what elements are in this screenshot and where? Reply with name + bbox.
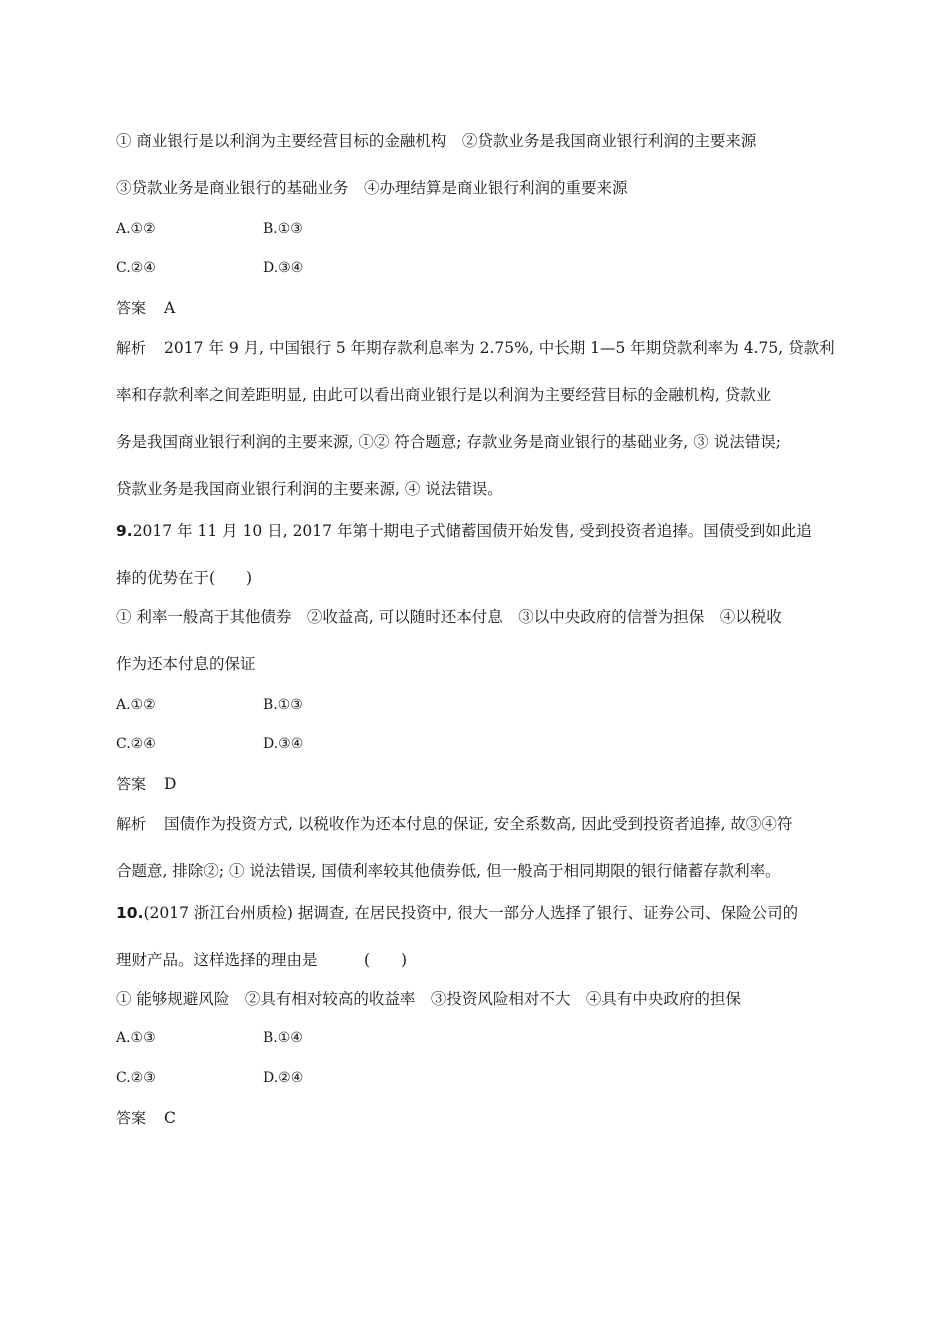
q8-analysis-line-3: 务是我国商业银行利润的主要来源, ①② 符合题意; 存款业务是商业银行的基础业务, ③ 说法错误; [116, 433, 781, 451]
q8-answer [116, 298, 836, 318]
q9-option-c: C.②④ [116, 736, 156, 752]
q8-analysis-line-2: 率和存款利率之间差距明显, 由此可以看出商业银行是以利润为主要经营目标的金融机构, 贷款业 [116, 386, 772, 404]
question-number: 10. [116, 904, 144, 922]
analysis-label: 解析 [116, 815, 147, 833]
q9-stem-line-1 [116, 521, 836, 541]
answer-value: C [164, 1109, 176, 1127]
q8-option-a: A.①② [116, 221, 156, 237]
q9-stem-line-2: 捧的优势在于( ) [116, 569, 253, 587]
q10-statements-line-1: ① 能够规避风险 ②具有相对较高的收益率 ③投资风险相对不大 ④具有中央政府的担保 [116, 990, 741, 1008]
q10-option-c: C.②③ [116, 1070, 156, 1086]
q9-option-d: D.③④ [263, 736, 304, 752]
analysis-text: 2017 年 9 月, 中国银行 5 年期存款利息率为 2.75%, 中长期 1—5 年期贷款利率为 4.75, 贷款利 [164, 339, 835, 357]
answer-label: 答案 [116, 1109, 147, 1127]
q9-statements-line-2: 作为还本付息的保证 [116, 655, 256, 673]
q10-stem-line-2: 理财产品。这样选择的理由是 ( ) [116, 951, 408, 969]
q8-option-d: D.③④ [263, 260, 304, 276]
answer-value: D [164, 775, 177, 793]
q10-option-b: B.①④ [263, 1030, 303, 1046]
q10-stem-text: (2017 浙江台州质检) 据调查, 在居民投资中, 很大一部分人选择了银行、证券公司、保险公司的 [143, 904, 799, 922]
q10-answer [116, 1108, 836, 1128]
analysis-label: 解析 [116, 339, 147, 357]
answer-label: 答案 [116, 775, 147, 793]
q9-option-b: B.①③ [263, 697, 303, 713]
q10-stem-line-1 [116, 903, 836, 923]
q9-option-a: A.①② [116, 697, 156, 713]
analysis-text: 国债作为投资方式, 以税收作为还本付息的保证, 安全系数高, 因此受到投资者追捧, 故③④符 [164, 815, 793, 833]
q9-analysis-line-1 [116, 814, 836, 834]
question-number: 9. [116, 522, 133, 540]
q9-answer [116, 774, 836, 794]
q8-analysis-line-4: 贷款业务是我国商业银行利润的主要来源, ④ 说法错误。 [116, 480, 503, 498]
q9-stem-text: 2017 年 11 月 10 日, 2017 年第十期电子式储蓄国债开始发售, 受到投资者追捧。国债受到如此追 [132, 522, 812, 540]
answer-label: 答案 [116, 299, 147, 317]
q8-analysis-line-1 [116, 338, 836, 358]
q10-option-a: A.①③ [116, 1030, 156, 1046]
q8-option-c: C.②④ [116, 260, 156, 276]
q8-statements-line-2: ③贷款业务是商业银行的基础业务 ④办理结算是商业银行利润的重要来源 [116, 179, 628, 197]
q9-statements-line-1: ① 利率一般高于其他债券 ②收益高, 可以随时还本付息 ③以中央政府的信誉为担保 ④以税收 [116, 608, 782, 626]
answer-value: A [164, 299, 176, 317]
q9-analysis-line-2: 合题意, 排除②; ① 说法错误, 国债利率较其他债券低, 但一般高于相同期限的银行储蓄存款利率。 [116, 862, 781, 880]
q10-option-d: D.②④ [263, 1070, 304, 1086]
q8-statements-line-1: ① 商业银行是以利润为主要经营目标的金融机构 ②贷款业务是我国商业银行利润的主要来源 [116, 132, 757, 150]
q8-option-b: B.①③ [263, 221, 303, 237]
